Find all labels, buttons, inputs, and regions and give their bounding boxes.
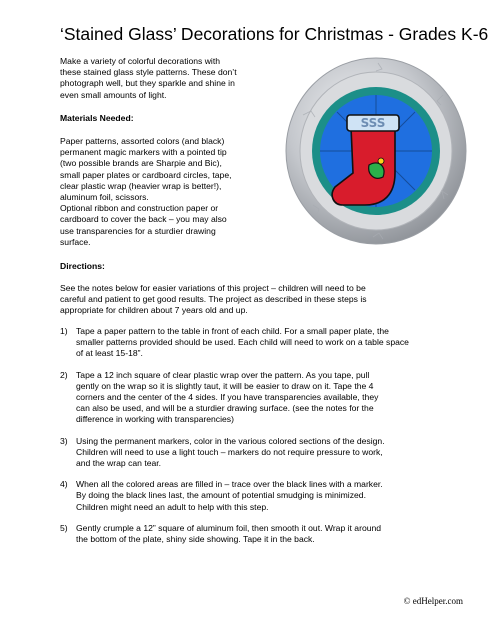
- materials-line: surface.: [60, 236, 91, 247]
- materials-line: (two possible brands are Sharpie and Bic),: [60, 158, 222, 169]
- step-line: and the wrap can tear.: [76, 458, 162, 469]
- step-line: Using the permanent markers, color in the various colored sections of the design.: [76, 435, 385, 446]
- step-line: the bottom of the plate, shiny side showing. Tape it in the back.: [76, 534, 315, 545]
- step-number: 3): [60, 435, 68, 446]
- step-line: of at least 15-18”.: [76, 348, 143, 359]
- materials-line: aluminum foil, scissors.: [60, 192, 149, 203]
- directions-line: See the notes below for easier variations of this project – children will need to be: [60, 283, 366, 293]
- step-number: 2): [60, 369, 68, 380]
- directions-heading: Directions:: [60, 261, 105, 271]
- step-line: Gently crumple a 12” square of aluminum foil, then smooth it out. Wrap it around: [76, 522, 382, 533]
- materials-heading: Materials Needed:: [60, 113, 134, 123]
- directions-intro: [60, 283, 470, 317]
- copyright-footer: © edHelper.com: [403, 596, 463, 606]
- step-line: By doing the black lines last, the amount of potential smudging is minimized.: [76, 490, 366, 501]
- materials-paragraph: [60, 136, 280, 248]
- stocking-cuff-text: SSS: [360, 116, 386, 130]
- step-line: difference in working with transparencies): [76, 414, 234, 425]
- step-item: [60, 479, 460, 513]
- intro-line: these stained glass style patterns. These don’t: [60, 67, 237, 78]
- step-number: 5): [60, 522, 68, 533]
- step-number: 4): [60, 479, 68, 490]
- materials-line: clear plastic wrap (heavier wrap is better!),: [60, 180, 222, 191]
- directions-line: careful and patient to get good results. The project as described in these steps is: [60, 294, 367, 305]
- directions-line: appropriate for children about 7 years old and up.: [60, 305, 248, 316]
- steps-list: [60, 326, 460, 555]
- step-line: Children might need an adult to help with this step.: [76, 501, 269, 512]
- holly-berry: [378, 158, 384, 164]
- step-line: gently on the wrap so it is slightly taut, it will be easier to draw on it. Tape the 4: [76, 380, 374, 391]
- step-item: [60, 436, 460, 470]
- materials-line: permanent magic markers with a pointed tip: [60, 147, 227, 158]
- step-item: [60, 326, 460, 360]
- step-line: Tape a paper pattern to the table in front of each child. For a small paper plate, the: [76, 326, 389, 336]
- step-line: Children will need to use a light touch – markers do not require pressure to work,: [76, 446, 383, 457]
- step-line: can also be used, and will be a sturdier drawing surface. (see the notes for the: [76, 403, 374, 414]
- materials-line: use transparencies for a sturdier drawing: [60, 225, 216, 236]
- intro-line: Make a variety of colorful decorations with: [60, 56, 221, 66]
- step-item: [60, 370, 460, 426]
- step-number: 1): [60, 326, 68, 336]
- step-item: [60, 523, 460, 545]
- materials-line: Optional ribbon and construction paper or: [60, 203, 219, 214]
- page-title: ‘Stained Glass’ Decorations for Christmas - Grades K-6: [60, 24, 489, 44]
- stocking-ornament-photo: [283, 55, 469, 247]
- materials-line: cardboard to cover the back – you may also: [60, 214, 227, 225]
- materials-line: Paper patterns, assorted colors (and black): [60, 136, 225, 146]
- step-line: Tape a 12 inch square of clear plastic wrap over the pattern. As you tape, pull: [76, 369, 370, 380]
- materials-line: small paper plates or cardboard circles, tape,: [60, 169, 232, 180]
- step-line: When all the colored areas are filled in – trace over the black lines with a marker.: [76, 479, 383, 490]
- intro-paragraph: [60, 56, 280, 101]
- intro-line: even small amounts of light.: [60, 89, 167, 100]
- intro-line: photograph well, but they sparkle and shine in: [60, 78, 235, 89]
- step-line: smaller patterns provided should be used. Each child will need to work on a table space: [76, 337, 409, 348]
- step-line: corners and the center of the 4 sides. If you have transparencies available, they: [76, 392, 379, 403]
